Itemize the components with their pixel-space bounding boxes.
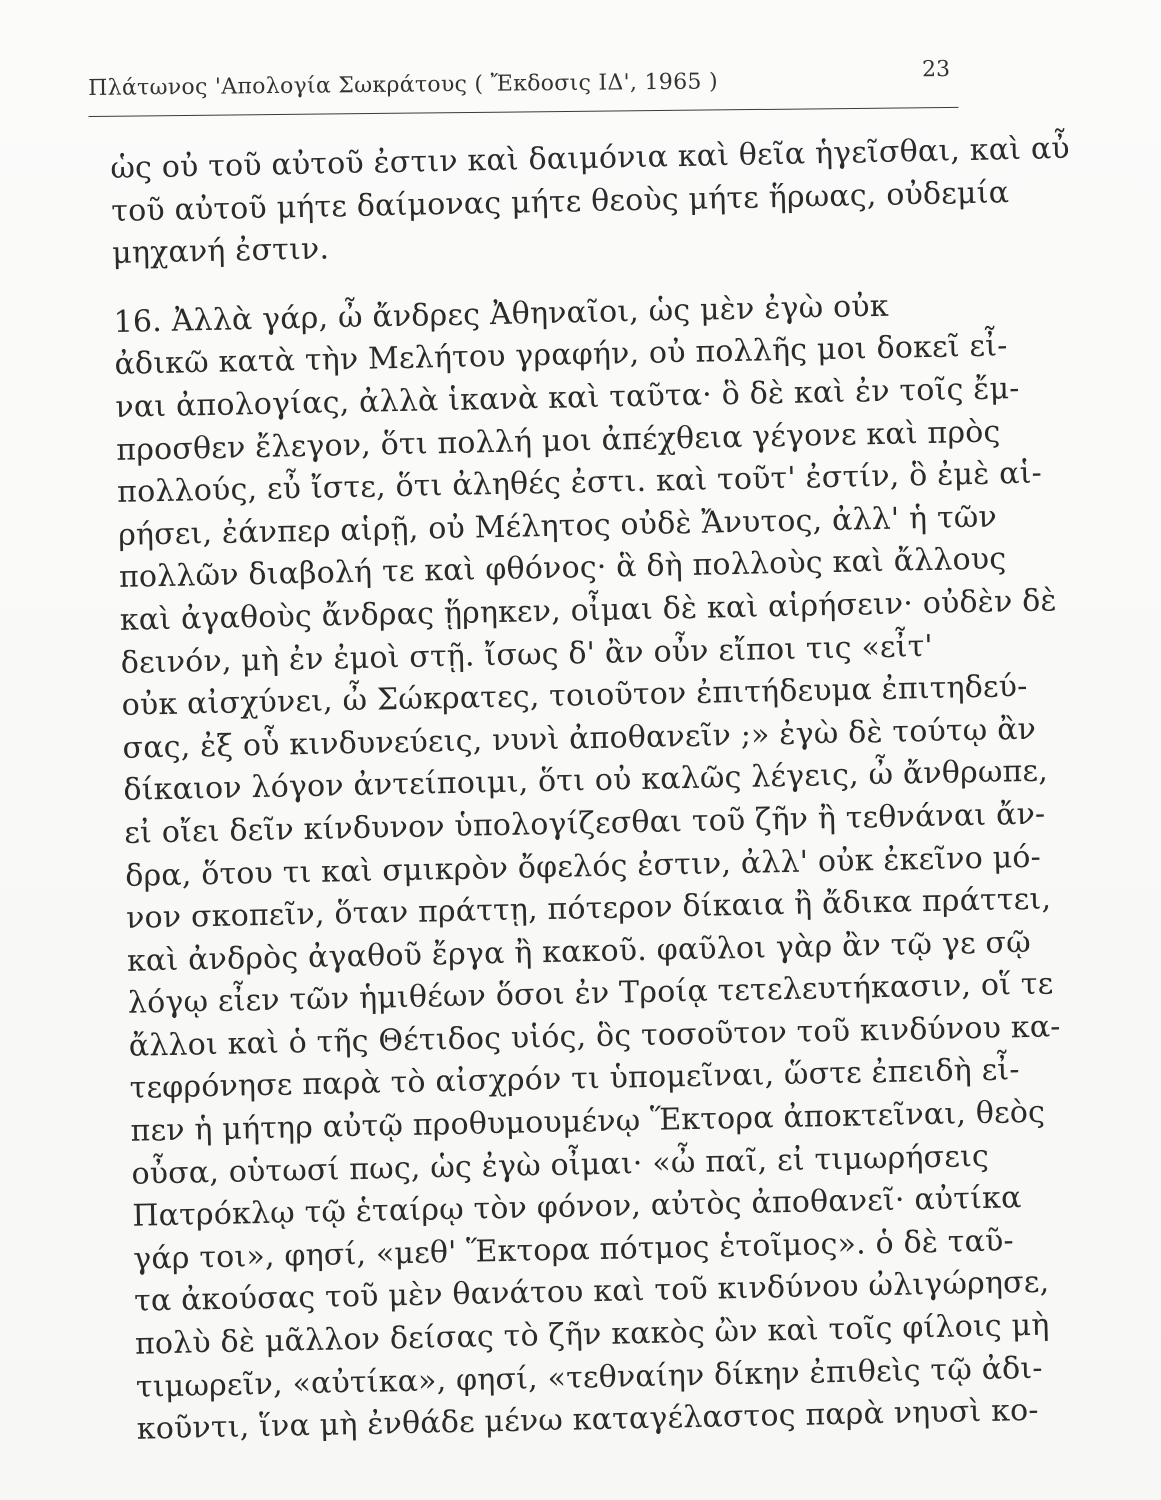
running-header [88, 56, 958, 120]
text-line: ἀδικῶ κατὰ τὴν Μελήτου γραφήν, οὐ πολλῆς μοι δοκεῖ εἶ- [114, 328, 1008, 383]
text-line: καὶ ἀνδρὸς ἀγαθοῦ ἔργα ἢ κακοῦ. φαῦλοι γὰρ ἂν τῷ γε σῷ [126, 924, 1032, 979]
text-line: καὶ ἀγαθοὺς ἄνδρας ᾕρηκεν, οἶμαι δὲ καὶ αἱρήσειν· οὐδὲν δὲ [119, 583, 1058, 638]
text-line: προσθεν ἔλεγον, ὅτι πολλή μοι ἀπέχθεια γέγονε καὶ πρὸς [115, 413, 1001, 468]
text-line: δρα, ὅτου τι καὶ σμικρὸν ὄφελός ἐστιν, ἀλλ' οὐκ ἐκεῖνο μό- [124, 839, 1042, 894]
text-line-chapter-16: 16. Ἀλλὰ γάρ, ὦ ἄνδρες Ἀθηναῖοι, ὡς μὲν ἐγὼ οὐκ [113, 288, 890, 340]
text-line: σας, ἐξ οὗ κινδυνεύεις, νυνὶ ἀποθανεῖν ;» ἐγὼ δὲ τούτῳ ἂν [122, 711, 1037, 766]
text-line: κοῦντι, ἵνα μὴ ἐνθάδε μένω καταγέλαστος παρὰ νηυσὶ κο- [136, 1393, 1040, 1447]
text-line: νον σκοπεῖν, ὅταν πράττῃ, πότερον δίκαια ἢ ἄδικα πράττει, [125, 881, 1052, 936]
page-number: 23 [921, 56, 951, 83]
text-line: γάρ τοι», φησί, «μεθ' Ἕκτορα πότμος ἑτοῖμος». ὁ δὲ ταῦ- [132, 1223, 1015, 1277]
text-line: ἄλλοι καὶ ὁ τῆς Θέτιδος υἱός, ὃς τοσοῦτον τοῦ κινδύνου κα- [128, 1009, 1061, 1064]
running-title: Πλάτωνος 'Απολογία Σωκράτους ( Ἔκδοσις ΙΔ', 1965 ) [88, 69, 719, 101]
text-line: εἰ οἴει δεῖν κίνδυνον ὑπολογίζεσθαι τοῦ ζῆν ἢ τεθνάναι ἄν- [123, 796, 1046, 851]
text-line: τοῦ αὐτοῦ μήτε δαίμονας μήτε θεοὺς μήτε ἥρωας, οὐδεμία [110, 174, 1010, 229]
text-line: ὡς οὐ τοῦ αὐτοῦ ἐστιν καὶ δαιμόνια καὶ θεῖα ἡγεῖσθαι, καὶ αὖ [110, 130, 1071, 186]
text-line: τα ἀκούσας τοῦ μὲν θανάτου καὶ τοῦ κινδύνου ὠλιγώρησε, [133, 1265, 1050, 1320]
text-line: μηχανή ἐστιν. [111, 231, 330, 272]
header-rule [88, 107, 958, 117]
text-line: ναι ἀπολογίας, ἀλλὰ ἱκανὰ καὶ ταῦτα· ὃ δὲ καὶ ἐν τοῖς ἔμ- [115, 370, 1020, 425]
text-line: πεν ἡ μήτηρ αὐτῷ προθυμουμένῳ Ἕκτορα ἀποκτεῖναι, θεὸς [130, 1094, 1046, 1149]
text-line: Πατρόκλῳ τῷ ἑταίρῳ τὸν φόνον, αὐτὸς ἀποθανεῖ· αὐτίκα [132, 1180, 1022, 1235]
text-line: δεινόν, μὴ ἐν ἐμοὶ στῇ. ἴσως δ' ἂν οὖν εἴποι τις «εἶτ' [120, 628, 934, 681]
text-line: οὐκ αἰσχύνει, ὦ Σώκρατες, τοιοῦτον ἐπιτήδευμα ἐπιτηδεύ- [121, 669, 1028, 723]
text-line: πολλῶν διαβολή τε καὶ φθόνος· ἃ δὴ πολλοὺς καὶ ἄλλους [118, 541, 1007, 596]
text-line: πολὺ δὲ μᾶλλον δείσας τὸ ζῆν κακὸς ὢν καὶ τοῖς φίλοις μὴ [134, 1307, 1050, 1362]
text-line: ρήσει, ἐάνπερ αἱρῇ, οὐ Μέλητος οὐδὲ Ἄνυτος, ἀλλ' ἡ τῶν [117, 499, 998, 553]
text-line: τιμωρεῖν, «αὐτίκα», φησί, «τεθναίην δίκην ἐπιθεὶς τῷ ἀδι- [135, 1350, 1044, 1405]
text-line: οὖσα, οὑτωσί πως, ὡς ἐγὼ οἶμαι· «ὦ παῖ, εἰ τιμωρήσεις [131, 1138, 990, 1192]
text-line: τεφρόνησε παρὰ τὸ αἰσχρόν τι ὑπομεῖναι, ὥστε ἐπειδὴ εἶ- [129, 1052, 1021, 1107]
text-line: πολλούς, εὖ ἴστε, ὅτι ἀληθές ἐστι. καὶ τοῦτ' ἐστίν, ὃ ἐμὲ αἱ- [116, 455, 1043, 511]
text-line: δίκαιον λόγον ἀντείποιμι, ὅτι οὐ καλῶς λέγεις, ὦ ἄνθρωπε, [123, 753, 1049, 809]
text-line: λόγῳ εἶεν τῶν ἡμιθέων ὅσοι ἐν Τροίᾳ τετελευτήκασιν, οἵ τε [127, 966, 1054, 1022]
text-block [110, 130, 1071, 1495]
